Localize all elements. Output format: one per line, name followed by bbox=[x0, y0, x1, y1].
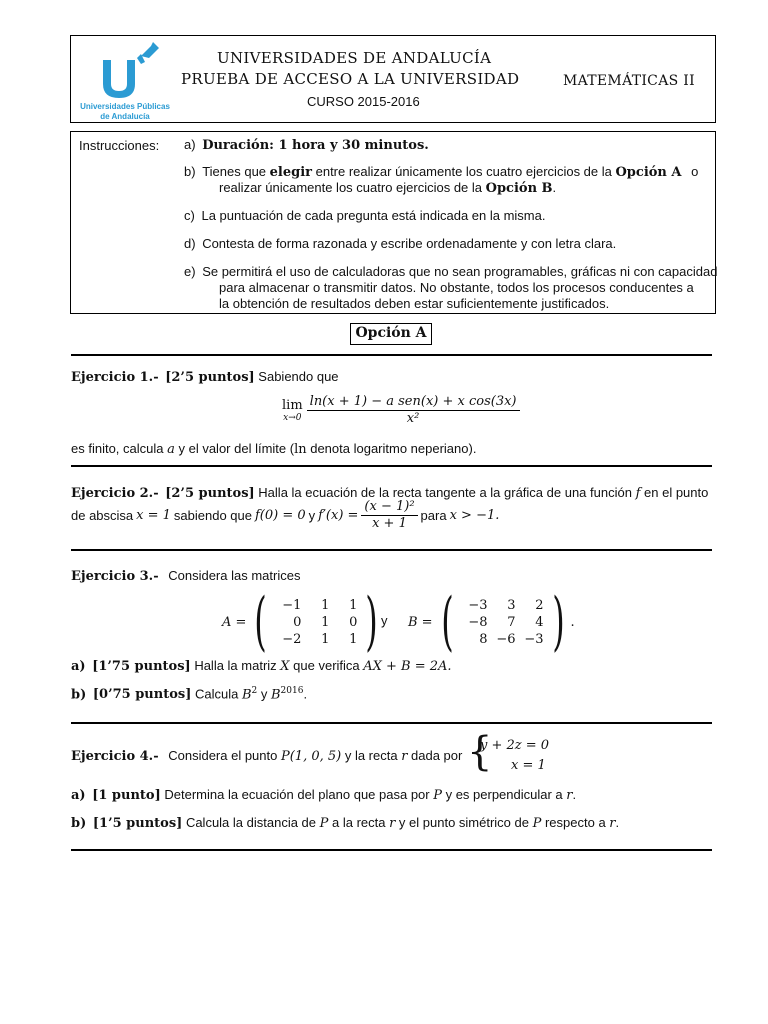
matrix-a-entry: 1 bbox=[349, 597, 358, 613]
matrix-b-entry: −3 bbox=[468, 597, 488, 613]
logo-label-2: de Andalucía bbox=[100, 112, 150, 121]
matrix-a-entry: 1 bbox=[321, 631, 330, 647]
instruction-a: a) Duración: 1 hora y 30 minutos. bbox=[184, 137, 429, 153]
title-line1: UNIVERSIDADES DE ANDALUCÍA bbox=[217, 49, 492, 67]
ex4-part-a: a) [1 punto] Determina la ecuación del plano que pasa por P y es perpendicular a r. bbox=[71, 787, 577, 803]
ex4-eq2: x = 1 bbox=[511, 758, 546, 773]
ex1-heading: Ejercicio 1.- [2’5 puntos] Sabiendo que bbox=[71, 369, 339, 385]
ex3-part-a: a) [1’75 puntos] Halla la matriz X que verifica AX + B = 2A. bbox=[71, 658, 452, 674]
matrix-a-entry: 0 bbox=[293, 614, 302, 630]
ex1-fraction bbox=[307, 394, 520, 427]
matrix-b-entry: 7 bbox=[507, 614, 516, 630]
lim-operator: lim bbox=[282, 397, 303, 413]
instruction-b: b) Tienes que elegir entre realizar únicamente los cuatro ejercicios de la Opción A o bbox=[184, 164, 699, 180]
instruction-e: e) Se permitirá el uso de calculadoras que no sean programables, gráficas ni con capacidad bbox=[184, 264, 718, 279]
universidades-logo-icon bbox=[79, 42, 171, 102]
instruction-d: d) Contesta de forma razonada y escribe ordenadamente y con letra clara. bbox=[184, 236, 617, 251]
divider-1 bbox=[71, 354, 712, 356]
lim-subscript: x→0 bbox=[283, 412, 302, 423]
matrix-a-entry: −1 bbox=[282, 597, 302, 613]
matrix-b-entry: −8 bbox=[468, 614, 488, 630]
divider-5 bbox=[71, 849, 712, 851]
ex1-denominator: x² bbox=[406, 411, 420, 426]
ex4-heading: Ejercicio 4.- Considera el punto P(1, 0, 5) y la recta r dada por bbox=[71, 748, 463, 764]
ex3-y: y bbox=[381, 613, 388, 628]
matrix-b-entry: −6 bbox=[496, 631, 516, 647]
ex2-line1: Ejercicio 2.- [2’5 puntos] Halla la ecuación de la recta tangente a la gráfica de una función f en el punto bbox=[71, 485, 709, 501]
title-line2: PRUEBA DE ACCESO A LA UNIVERSIDAD bbox=[181, 70, 520, 88]
matrix-b-entry: 8 bbox=[479, 631, 488, 647]
logo-label-1: Universidades Públicas bbox=[80, 102, 170, 111]
option-title: Opción A bbox=[350, 323, 432, 345]
instructions-box bbox=[70, 131, 716, 314]
header-box bbox=[70, 35, 716, 123]
ex2-line2: de abscisa x = 1 sabiendo que f(0) = 0 y f′(x) = $\frac{\text{(x − 1)²}}{x + 1}$ para x > −1. bbox=[71, 499, 500, 531]
matrix-a-entry: 1 bbox=[321, 614, 330, 630]
ex3-part-b: b) [0’75 puntos] Calcula $B^2$ y $B^{2016}$. bbox=[71, 686, 308, 703]
ex1-text: es finito, calcula a y el valor del límite (ln denota logaritmo neperiano). bbox=[71, 441, 477, 457]
instruction-e-line3: la obtención de resultados deben estar suficientemente justificados. bbox=[219, 296, 610, 311]
subject: MATEMÁTICAS II bbox=[563, 73, 695, 89]
course: CURSO 2015-2016 bbox=[307, 94, 420, 109]
logo bbox=[79, 42, 171, 120]
instruction-c: c) La puntuación de cada pregunta está indicada en la misma. bbox=[184, 208, 546, 223]
matrix-a-entry: 0 bbox=[349, 614, 358, 630]
ex2-fraction: $\frac{\text{(x − 1)²}}{x + 1}$ bbox=[361, 499, 417, 532]
ex3-heading: Ejercicio 3.- Considera las matrices bbox=[71, 568, 301, 584]
ex4-eq1: y + 2z = 0 bbox=[480, 738, 550, 753]
instruction-e-line2: para almacenar o transmitir datos. No obstante, todos los procesos conducentes a bbox=[219, 280, 694, 295]
ex1-numerator: ln(x + 1) − a sen(x) + x cos(3x) bbox=[307, 394, 520, 411]
matrix-a-entry: 1 bbox=[321, 597, 330, 613]
matrix-b-entry: 3 bbox=[507, 597, 516, 613]
ex1-limit bbox=[282, 394, 520, 427]
divider-4 bbox=[71, 722, 712, 724]
matrix-b-entry: 4 bbox=[535, 614, 544, 630]
matrix-a-entry: 1 bbox=[349, 631, 358, 647]
matrix-A: A = ( −1 1 1 0 1 0 −2 1 1 ) bbox=[222, 585, 379, 659]
ex4-part-b: b) [1’5 puntos] Calcula la distancia de P a la recta r y el punto simétrico de P respecto a r. bbox=[71, 815, 620, 831]
divider-2 bbox=[71, 465, 712, 467]
matrix-a-entry: −2 bbox=[282, 631, 302, 647]
matrix-b-entry: −3 bbox=[524, 631, 544, 647]
divider-3 bbox=[71, 549, 712, 551]
instructions-label: Instrucciones: bbox=[79, 138, 160, 153]
matrix-b-entry: 2 bbox=[535, 597, 544, 613]
instruction-b-cont: realizar únicamente los cuatro ejercicios de la Opción B. bbox=[219, 180, 557, 196]
brace-icon: { bbox=[467, 729, 493, 775]
matrix-B: B = ( −3 3 2 −8 7 4 8 −6 −3 ) . bbox=[408, 585, 575, 659]
